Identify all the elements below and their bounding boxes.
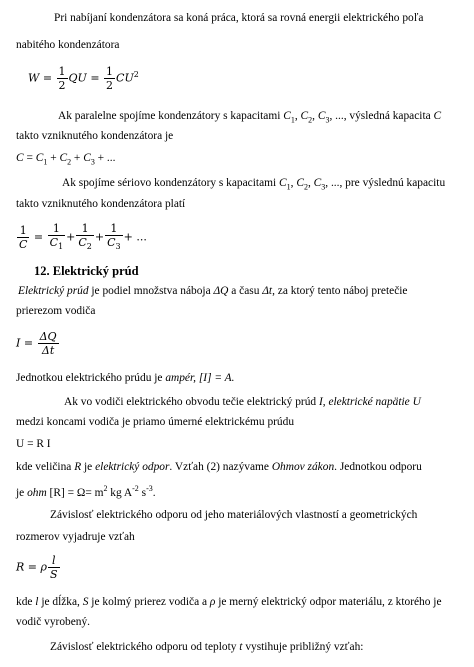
fraction-1-over-c1: $\frac{1}{C_1}$ [49,222,64,252]
fraction-1-over-c3: $\frac{1}{C_3}$ [107,222,121,252]
paragraph-resistance-line1: kde veličina R je elektrický odpor. Vzťah (2) nazývame Ohmov zákon. Jednotkou odporu [16,461,422,473]
paragraph-current-line1: Elektrický prúd je podiel množstva náboja ΔQ a času Δt, za ktorý tento náboj pretečie [18,285,408,297]
paragraph-resistivity-line2: rozmerov vyjadruje vzťah [16,531,135,543]
equation-energy [28,65,139,92]
eq-exponent: 2 [133,69,139,79]
fraction-half-2: $\frac{1}{2}$ [106,65,114,92]
paragraph-resistivity-line1: Závislosť elektrického odporu od jeho materiálových vlastností a geometrických [50,509,418,521]
fraction-1-over-c2: $\frac{1}{C_2}$ [78,222,92,252]
paragraph-series-line1: Ak spojíme sériovo kondenzátory s kapacitami $C_1$, $C_2$, $C_3$, ..., pre výslednú kapacitu [62,177,446,192]
section-heading [34,265,139,278]
paragraph-temperature: Závislosť elektrického odporu od teploty t vystihuje približný vzťah: [50,641,364,653]
equation-resistivity: R = ρ $\frac{l}{S}$ [16,554,58,581]
paragraph-current-line2: prierezom vodiča [16,305,96,317]
equation-ohm: U = R I [16,438,51,450]
eq-symbol-w: W [28,71,40,85]
paragraph-energy-line2: nabitého kondenzátora [16,39,120,51]
eq-equals-2: = [90,71,100,85]
fraction-1-over-c: $\frac{1}{C}$ [19,224,28,252]
eq-cu: CU [116,71,134,85]
fraction-half: $\frac{1}{2}$ [58,65,66,92]
paragraph-parallel-line2: takto vzniknutého kondenzátora je [16,130,174,142]
paragraph-series-line2: takto vzniknutého kondenzátora platí [16,198,186,210]
section-number: 12. [34,264,50,278]
section-title: Elektrický prúd [52,264,139,278]
eq-qu: QU [68,71,87,85]
equation-parallel: $C = C_1 + C_2 + C_3$ + ... [16,152,116,167]
paragraph-where-line1: kde l je dĺžka, S je kolmý prierez vodiča a ρ je merný elektrický odpor materiálu, z ktorého je [16,596,442,608]
fraction-dq-dt: $\frac{\Delta Q}{\Delta t}$ [39,330,57,357]
paragraph-resistance-line2: je ohm $[R] = \Omega= m^2$ kg $A^{-2}$ $s^{-3}$. [16,484,156,499]
paragraph-parallel-line1: Ak paralelne spojíme kondenzátory s kapacitami $C_1$, $C_2$, $C_3$, ..., výsledná kapacita C [58,110,442,125]
paragraph-where-line2: vodič vyrobený. [16,616,91,628]
fraction-l-over-s: $\frac{l}{S}$ [49,554,58,581]
eq-equals: = [42,71,53,85]
paragraph-unit-current: Jednotkou elektrického prúdu je ampér, [I] = A. [16,372,235,384]
paragraph-voltage-line1: Ak vo vodiči elektrického obvodu tečie elektrický prúd I, elektrické napätie U [64,396,421,408]
paragraph-voltage-line2: medzi koncami vodiča je priamo úmerné elektrickému prúdu [16,416,295,428]
equation-series: $\frac{1}{C}$ = $\frac{1}{C_1}$ + $\frac{1}{C_2}$ + $\frac{1}{C_3}$ + ... [19,222,147,252]
paragraph-energy-line1: Pri nabíjaní kondenzátora sa koná práca, ktorá sa rovná energii elektrického poľa [54,12,424,24]
equation-current: I = $\frac{\Delta Q}{\Delta t}$ [16,330,57,357]
